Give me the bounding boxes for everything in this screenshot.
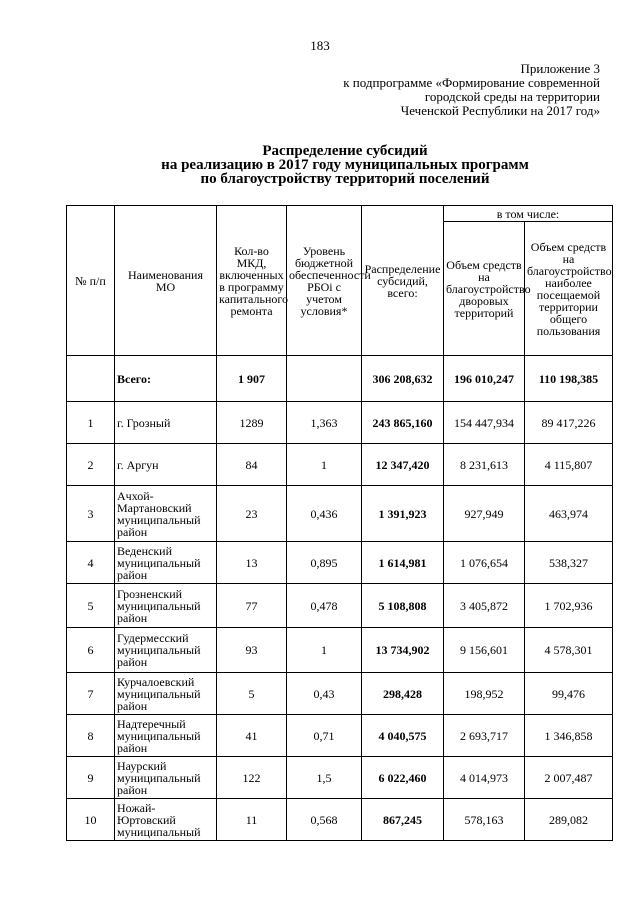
municipality-name: Ачхой-Мартановский муниципальный район: [115, 486, 217, 542]
budget-level: 0,43: [287, 673, 362, 715]
header-num: № п/п: [67, 206, 115, 356]
total-sum: 306 208,632: [362, 356, 444, 402]
municipality-name: Надтеречный муниципальный район: [115, 715, 217, 757]
public-amount: 538,327: [525, 542, 613, 584]
row-number: 6: [67, 628, 115, 673]
row-number: 8: [67, 715, 115, 757]
table-row: [67, 673, 613, 715]
public-amount: 89 417,226: [525, 402, 613, 444]
table-row: [67, 486, 613, 542]
table-row: [67, 799, 613, 841]
appendix-line-1: Приложение 3: [520, 61, 600, 76]
municipality-name: г. Аргун: [115, 444, 217, 486]
appendix-line-3: городской среды на территории: [424, 89, 600, 104]
mkd-count: 5: [217, 673, 287, 715]
row-number: 10: [67, 799, 115, 841]
subsidy-total: 1 391,923: [362, 486, 444, 542]
yards-amount: 4 014,973: [444, 757, 525, 799]
subsidy-table: [66, 205, 613, 841]
header-including: в том числе:: [444, 206, 613, 222]
row-number: 7: [67, 673, 115, 715]
row-number: 1: [67, 402, 115, 444]
subsidy-total: 243 865,160: [362, 402, 444, 444]
mkd-count: 77: [217, 584, 287, 628]
subsidy-total: 5 108,808: [362, 584, 444, 628]
subsidy-total: 1 614,981: [362, 542, 444, 584]
budget-level: 1: [287, 444, 362, 486]
public-amount: 4 578,301: [525, 628, 613, 673]
public-amount: 99,476: [525, 673, 613, 715]
public-amount: 289,082: [525, 799, 613, 841]
municipality-name: Ножай-Юртовский муниципальный: [115, 799, 217, 841]
total-mkd: 1 907: [217, 356, 287, 402]
table-row: [67, 542, 613, 584]
mkd-count: 41: [217, 715, 287, 757]
row-number: 3: [67, 486, 115, 542]
budget-level: 0,568: [287, 799, 362, 841]
row-number: 9: [67, 757, 115, 799]
subsidy-total: 6 022,460: [362, 757, 444, 799]
total-public: 110 198,385: [525, 356, 613, 402]
mkd-count: 1289: [217, 402, 287, 444]
municipality-name: Курчалоевский муниципальный район: [115, 673, 217, 715]
total-row: [67, 356, 613, 402]
public-amount: 2 007,487: [525, 757, 613, 799]
page-number: 183: [310, 38, 330, 53]
total-label: Всего:: [115, 356, 217, 402]
budget-level: 1: [287, 628, 362, 673]
table-row: [67, 628, 613, 673]
table-row: [67, 584, 613, 628]
total-yards: 196 010,247: [444, 356, 525, 402]
budget-level: 0,478: [287, 584, 362, 628]
municipality-name: Наурский муниципальный район: [115, 757, 217, 799]
appendix-line-2: к подпрограмме «Формирование современной: [343, 75, 600, 90]
budget-level: 0,71: [287, 715, 362, 757]
header-mkd: Кол-во МКД, включенных в программу капитального ремонта: [217, 206, 287, 356]
mkd-count: 122: [217, 757, 287, 799]
yards-amount: 2 693,717: [444, 715, 525, 757]
subsidy-total: 4 040,575: [362, 715, 444, 757]
yards-amount: 8 231,613: [444, 444, 525, 486]
mkd-count: 13: [217, 542, 287, 584]
subsidy-total: 298,428: [362, 673, 444, 715]
budget-level: 1,5: [287, 757, 362, 799]
yards-amount: 154 447,934: [444, 402, 525, 444]
row-number: 2: [67, 444, 115, 486]
municipality-name: г. Грозный: [115, 402, 217, 444]
public-amount: 1 346,858: [525, 715, 613, 757]
public-amount: 463,974: [525, 486, 613, 542]
budget-level: 0,436: [287, 486, 362, 542]
document-title: [60, 144, 630, 186]
table-row: [67, 757, 613, 799]
yards-amount: 198,952: [444, 673, 525, 715]
mkd-count: 11: [217, 799, 287, 841]
total-level: [287, 356, 362, 402]
header-name: Наименования МО: [115, 206, 217, 356]
total-num-cell: [67, 356, 115, 402]
title-line-3: по благоустройству территорий поселений: [200, 171, 490, 187]
title-line-2: на реализацию в 2017 году муниципальных программ: [161, 157, 529, 173]
row-number: 4: [67, 542, 115, 584]
yards-amount: 927,949: [444, 486, 525, 542]
subsidy-total: 13 734,902: [362, 628, 444, 673]
yards-amount: 3 405,872: [444, 584, 525, 628]
budget-level: 1,363: [287, 402, 362, 444]
mkd-count: 93: [217, 628, 287, 673]
header-yards: Объем средств на благоустройство дворовых территорий: [444, 222, 525, 356]
yards-amount: 578,163: [444, 799, 525, 841]
public-amount: 1 702,936: [525, 584, 613, 628]
municipality-name: Гудермесский муниципальный район: [115, 628, 217, 673]
title-line-1: Распределение субсидий: [262, 143, 428, 159]
header-total: Распределение субсидий, всего:: [362, 206, 444, 356]
appendix-note: [240, 62, 600, 118]
table-row: [67, 402, 613, 444]
subsidy-total: 12 347,420: [362, 444, 444, 486]
municipality-name: Грозненский муниципальный район: [115, 584, 217, 628]
mkd-count: 84: [217, 444, 287, 486]
table-row: [67, 444, 613, 486]
budget-level: 0,895: [287, 542, 362, 584]
header-level: Уровень бюджетной обеспеченности РБОi с учетом условия*: [287, 206, 362, 356]
municipality-name: Веденский муниципальный район: [115, 542, 217, 584]
mkd-count: 23: [217, 486, 287, 542]
yards-amount: 1 076,654: [444, 542, 525, 584]
appendix-line-4: Чеченской Республики на 2017 год»: [400, 103, 600, 118]
header-public: Объем средств на благоустройство наиболее посещаемой территории общего пользования: [525, 222, 613, 356]
yards-amount: 9 156,601: [444, 628, 525, 673]
row-number: 5: [67, 584, 115, 628]
public-amount: 4 115,807: [525, 444, 613, 486]
subsidy-total: 867,245: [362, 799, 444, 841]
table-row: [67, 715, 613, 757]
